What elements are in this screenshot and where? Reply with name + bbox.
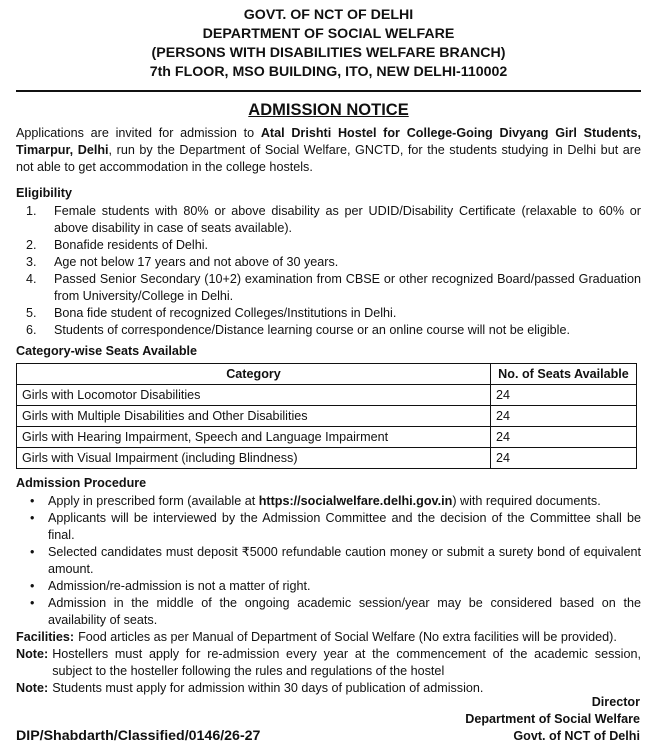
facilities-text: Food articles as per Manual of Department of Social Welfare (No extra facilities will be provided).: [78, 630, 617, 644]
eligibility-item: 6. Students of correspondence/Distance learning course or an online course will not be eligible.: [26, 323, 570, 337]
eligibility-item: 3. Age not below 17 years and not above of 30 years.: [26, 255, 339, 269]
header-branch: (PERSONS WITH DISABILITIES WELFARE BRANCH): [151, 45, 506, 61]
facilities-label: Facilities:: [16, 630, 75, 644]
notice-header: [16, 6, 641, 82]
website-link[interactable]: https://socialwelfare.delhi.gov.in: [258, 494, 453, 508]
note-label: Note:: [16, 647, 49, 661]
seats-cell: 24: [491, 427, 637, 448]
category-cell: Girls with Hearing Impairment, Speech and Language Impairment: [17, 427, 491, 448]
column-header-seats: No. of Seats Available: [491, 364, 637, 385]
eligibility-list: [16, 203, 641, 339]
notice-title: ADMISSION NOTICE: [248, 101, 409, 119]
seats-heading: Category-wise Seats Available: [16, 344, 198, 358]
procedure-list: [16, 493, 641, 629]
procedure-item: • Selected candidates must deposit ₹5000 refundable caution money or submit a surety bond of equivalent amount.: [30, 545, 641, 576]
eligibility-item: 1. Female students with 80% or above disability as per UDID/Disability Certificate (relaxable to 60% or above disability in case of seats available).: [26, 204, 641, 235]
hostel-name: Atal Drishti Hostel for College-Going Divyang Girl Students, Timarpur, Delhi: [16, 126, 642, 157]
procedure-heading: Admission Procedure: [16, 476, 147, 490]
category-cell: Girls with Locomotor Disabilities: [17, 385, 491, 406]
table-row: [17, 406, 637, 427]
header-address: 7th FLOOR, MSO BUILDING, ITO, NEW DELHI-110002: [149, 64, 508, 80]
eligibility-item: 2. Bonafide residents of Delhi.: [26, 238, 209, 252]
header-divider: [16, 90, 641, 92]
header-department: DEPARTMENT OF SOCIAL WELFARE: [202, 26, 455, 42]
table-header-row: [17, 364, 637, 385]
header-govt: GOVT. OF NCT OF DELHI: [243, 7, 414, 23]
signature-govt: Govt. of NCT of Delhi: [513, 729, 640, 743]
procedure-item: • Admission in the middle of the ongoing academic session/year may be considered based on the availability of seats.: [30, 596, 641, 627]
procedure-item: • Admission/re-admission is not a matter of right.: [30, 579, 311, 593]
note-text: Students must apply for admission within 30 days of publication of admission.: [52, 681, 484, 695]
table-row: [17, 448, 637, 469]
seats-cell: 24: [491, 448, 637, 469]
note-label: Note:: [16, 681, 49, 695]
eligibility-heading: Eligibility: [16, 186, 72, 200]
signature-department: Department of Social Welfare: [465, 712, 640, 726]
signature-block: [465, 694, 640, 745]
reference-number: DIP/Shabdarth/Classified/0146/26-27: [16, 728, 261, 744]
seats-cell: 24: [491, 385, 637, 406]
table-row: [17, 427, 637, 448]
category-cell: Girls with Multiple Disabilities and Other Disabilities: [17, 406, 491, 427]
facilities-line: [16, 629, 641, 646]
table-row: [17, 385, 637, 406]
note-text: Hostellers must apply for re-admission every year at the commencement of the academic session, subject to the hosteller following the rules and regulations of the hostel: [52, 647, 641, 678]
signature-title: Director: [591, 695, 640, 709]
procedure-item: • Apply in prescribed form (available at https://socialwelfare.delhi.gov.in) with required documents.: [30, 494, 601, 508]
seats-cell: 24: [491, 406, 637, 427]
eligibility-item: 4. Passed Senior Secondary (10+2) examination from CBSE or other recognized Board/passed Graduation from University/College in Delhi.: [26, 272, 641, 303]
seats-table: [16, 363, 637, 469]
procedure-item: • Applicants will be interviewed by the Admission Committee and the decision of the Committee shall be final.: [30, 511, 641, 542]
note-readmission: [16, 646, 641, 680]
eligibility-item: 5. Bona fide student of recognized Colleges/Institutions in Delhi.: [26, 306, 397, 320]
intro-paragraph: Applications are invited for admission to Atal Drishti Hostel for College-Going Divyang Girl Students, Timarpur, Delhi, run by the Department of Social Welfare, GNCTD, for the students studying in Delhi but are not able to get accommodation in the college hostels.: [16, 126, 642, 174]
column-header-category: Category: [17, 364, 491, 385]
category-cell: Girls with Visual Impairment (including Blindness): [17, 448, 491, 469]
